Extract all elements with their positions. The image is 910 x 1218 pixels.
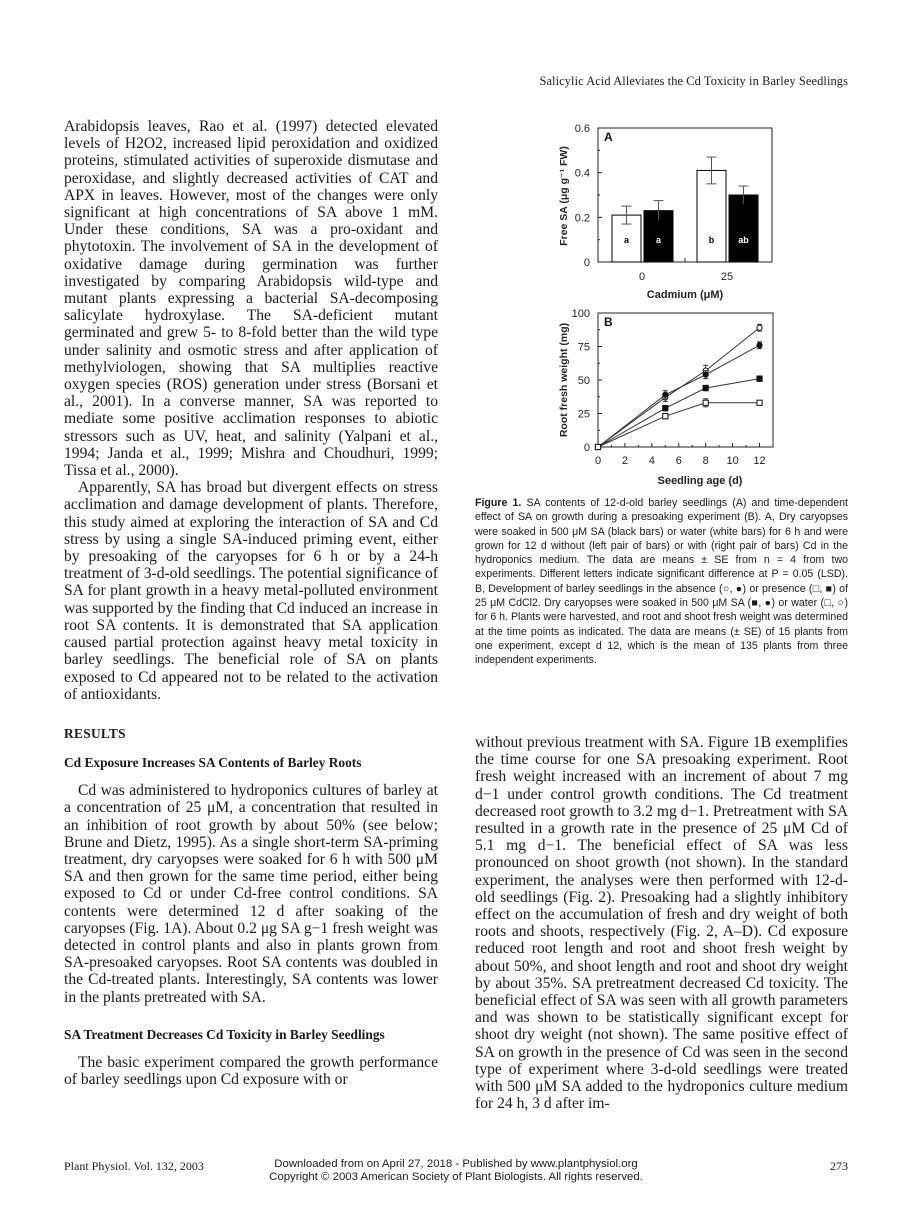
panel-label-b: B — [604, 315, 613, 329]
data-line — [598, 403, 760, 447]
data-point-square — [757, 400, 762, 405]
left-column — [64, 118, 438, 1088]
x-tick-label: 8 — [702, 455, 709, 467]
y-tick-label: 0.6 — [574, 123, 590, 135]
figure-caption — [475, 496, 848, 668]
significance-letter: a — [623, 235, 630, 245]
x-category-label: 25 — [720, 271, 734, 283]
data-line — [598, 345, 760, 447]
data-point-circle — [757, 343, 762, 348]
y-tick-label: 50 — [577, 375, 590, 387]
figure-1a-bar-chart — [540, 112, 800, 302]
footer-download-line: Downloaded from on April 27, 2018 - Published by www.plantphysiol.org — [274, 1158, 638, 1170]
x-tick-label: 0 — [594, 455, 602, 467]
paragraph-intro-continued: Arabidopsis leaves, Rao et al. (1997) detected elevated levels of H2O2, increased lipid peroxidation and oxidized proteins, stimulated activities of superoxide dismutase and peroxidase, and slightly decreased activities of CAT and APX in leaves. However, most of the changes were only significant at high concentrations of SA above 1 mM. Under these conditions, SA was a pro-oxidant and phytotoxin. The involvement of SA in the development of oxidative damage during germination was further investigated by comparing Arabidopsis wild-type and mutant plants expressing a bacterial SA-decomposing salicylate hydroxylase. The SA-deficient mutant germinated and grew 5- to 8-fold better than the wild type under salinity and osmotic stress and after application of methylviologen, showing that SA multiplies reactive oxygen species (ROS) generation under stress (Borsani et al., 2001). In a converse manner, SA was reported to mediate some positive acclimation responses to abiotic stressors such as UV, heat, and salinity (Yalpani et al., 1994; Janda et al., 1999; Mishra and Choudhuri, 1999; Tissa et al., 2000). — [64, 118, 438, 480]
y-axis-title: Root fresh weight (mg) — [558, 322, 570, 438]
footer-journal: Plant Physiol. Vol. 132, 2003 — [64, 1159, 204, 1173]
footer-download-notice — [256, 1158, 656, 1185]
paragraph-study-aim: Apparently, SA has broad but divergent effects on stress acclimation and damage development of plants. Therefore, this study aimed at exploring the interaction of SA and Cd stress by using a single SA-induced priming event, either by presoaking of the caryopses for 6 h or by a 24-h treatment of 3-d-old seedlings. The potential significance of SA for plant growth in a heavy metal-polluted environment was supported by the finding that Cd induced an increase in root SA contents. It is demonstrated that SA application caused partial protection against heavy metal toxicity in barley seedlings. The beneficial role of SA on plants exposed to Cd appeared not to be related to the activation of antioxidants. — [64, 479, 438, 703]
panel-label-a: A — [604, 130, 613, 144]
x-axis-title: Seedling age (d) — [657, 475, 743, 487]
chart-a-plot — [558, 123, 772, 301]
x-tick-label: 6 — [675, 455, 682, 467]
bar — [729, 195, 758, 262]
data-line — [598, 328, 760, 447]
y-tick-label: 0 — [583, 257, 590, 269]
y-tick-label: 100 — [571, 308, 590, 320]
figure-caption-text: SA contents of 12-d-old barley seedlings (A) and time-dependent effect of SA on growth during a presoaking experiment (B). A, Dry caryopses were soaked in 500 μM SA (black bars) or water (white bars) for 6 h and were grown for 12 d without (left pair of bars) or with (right pair of bars) Cd in the hydroponics medium. The data are means ± SE from n = 4 from two experiments. Different letters indicate significant difference at P = 0.05 (LSD). B, Development of barley seedlings in the absence (○, ●) or presence (□, ■) of 25 μM CdCl2. Dry caryopses were soaked in 500 μM SA (■, ●) or water (□, ○) for 6 h. Plants were harvested, and root and shoot fresh weight was determined at the time points as indicated. The data are means (± SE) of 15 plants from one experiment, except d 12, which is the mean of 135 plants from three independent experiments. — [475, 497, 848, 667]
data-point-square — [703, 385, 708, 390]
section-heading-results: RESULTS — [64, 725, 126, 741]
data-point-square — [663, 406, 668, 411]
paragraph-basic-experiment: The basic experiment compared the growth performance of barley seedlings upon Cd exposure with or — [64, 1053, 438, 1088]
y-tick-label: 75 — [577, 341, 590, 354]
chart-b-plot — [558, 308, 773, 487]
data-point-square — [663, 414, 668, 419]
data-point-circle — [757, 325, 762, 330]
running-head: Salicylic Acid Alleviates the Cd Toxicity in Barley Seedlings — [539, 74, 848, 88]
data-point-square — [757, 376, 762, 381]
data-point-square — [703, 400, 708, 405]
data-point-square — [595, 444, 600, 449]
right-column — [475, 734, 848, 1112]
y-tick-label: 25 — [577, 408, 590, 421]
footer-page-number: 273 — [830, 1159, 848, 1173]
significance-letter: b — [708, 235, 715, 245]
data-point-circle — [663, 392, 668, 397]
data-point-circle — [703, 372, 708, 377]
x-tick-label: 2 — [621, 455, 628, 467]
x-tick-label: 12 — [753, 455, 766, 467]
footer-copyright-line: Copyright © 2003 American Society of Plant Biologists. All rights reserved. — [269, 1171, 643, 1184]
significance-letter: ab — [738, 235, 749, 245]
subheading-sa-treatment: SA Treatment Decreases Cd Toxicity in Barley Seedlings — [64, 1026, 385, 1042]
figure-1b-line-chart — [540, 300, 800, 490]
paragraph-cd-exposure: Cd was administered to hydroponics cultures of barley at a concentration of 25 μM, a concentration that resulted in an inhibition of root growth by about 50% (see below; Brune and Dietz, 1995). As a single short-term SA-priming treatment, dry caryopses were soaked for 6 h with 500 μM SA and then grown for the same time period, either being exposed to Cd or under Cd-free control conditions. SA contents were determined 12 d after soaking of the caryopses (Fig. 1A). About 0.2 μg SA g−1 fresh weight was detected in control plants and also in plants grown from SA-presoaked caryopses. Root SA contents was doubled in the Cd-treated plants. Interestingly, SA contents was lower in the plants pretreated with SA. — [64, 782, 438, 1006]
y-tick-label: 0 — [583, 442, 590, 454]
subheading-cd-exposure: Cd Exposure Increases SA Contents of Barley Roots — [64, 755, 362, 771]
y-tick-label: 0.4 — [574, 167, 590, 180]
x-category-label: 0 — [638, 271, 646, 283]
paragraph-time-course: without previous treatment with SA. Figure 1B exemplifies the time course for one SA presoaking experiment. Root fresh weight increased with an increment of about 7 mg d−1 under control growth conditions. The Cd treatment decreased root growth to 3.2 mg d−1. Pretreatment with SA resulted in a growth rate in the presence of 25 μM Cd of 5.1 mg d−1. The beneficial effect of SA was less pronounced on shoot growth (not shown). In the standard experiment, the analyses were then performed with 12-d-old seedlings (Fig. 2). Presoaking had a slightly inhibitory effect on the accumulation of fresh and dry weight of both roots and shoots, respectively (Fig. 2, A–D). Cd exposure reduced root length and root and shoot fresh weight by about 50%, and shoot length and root and shoot dry weight by about 35%. SA pretreatment decreased Cd toxicity. The beneficial effect of SA was seen with all growth parameters and was shown to be statistically significant except for shoot dry weight (not shown). The same positive effect of SA on growth in the presence of Cd was seen in the second type of experiment where 3-d-old seedlings were treated with 500 μM SA added to the hydroponics culture medium for 24 h, 3 d after im- — [475, 734, 849, 1113]
figure-label: Figure 1. — [475, 497, 522, 509]
x-tick-label: 4 — [648, 455, 655, 467]
significance-letter: a — [655, 235, 662, 245]
y-axis-title: Free SA (μg g⁻¹ FW) — [558, 146, 570, 246]
x-axis-title: Cadmium (μM) — [646, 289, 724, 301]
y-tick-label: 0.2 — [574, 212, 590, 225]
x-tick-label: 10 — [726, 455, 739, 467]
